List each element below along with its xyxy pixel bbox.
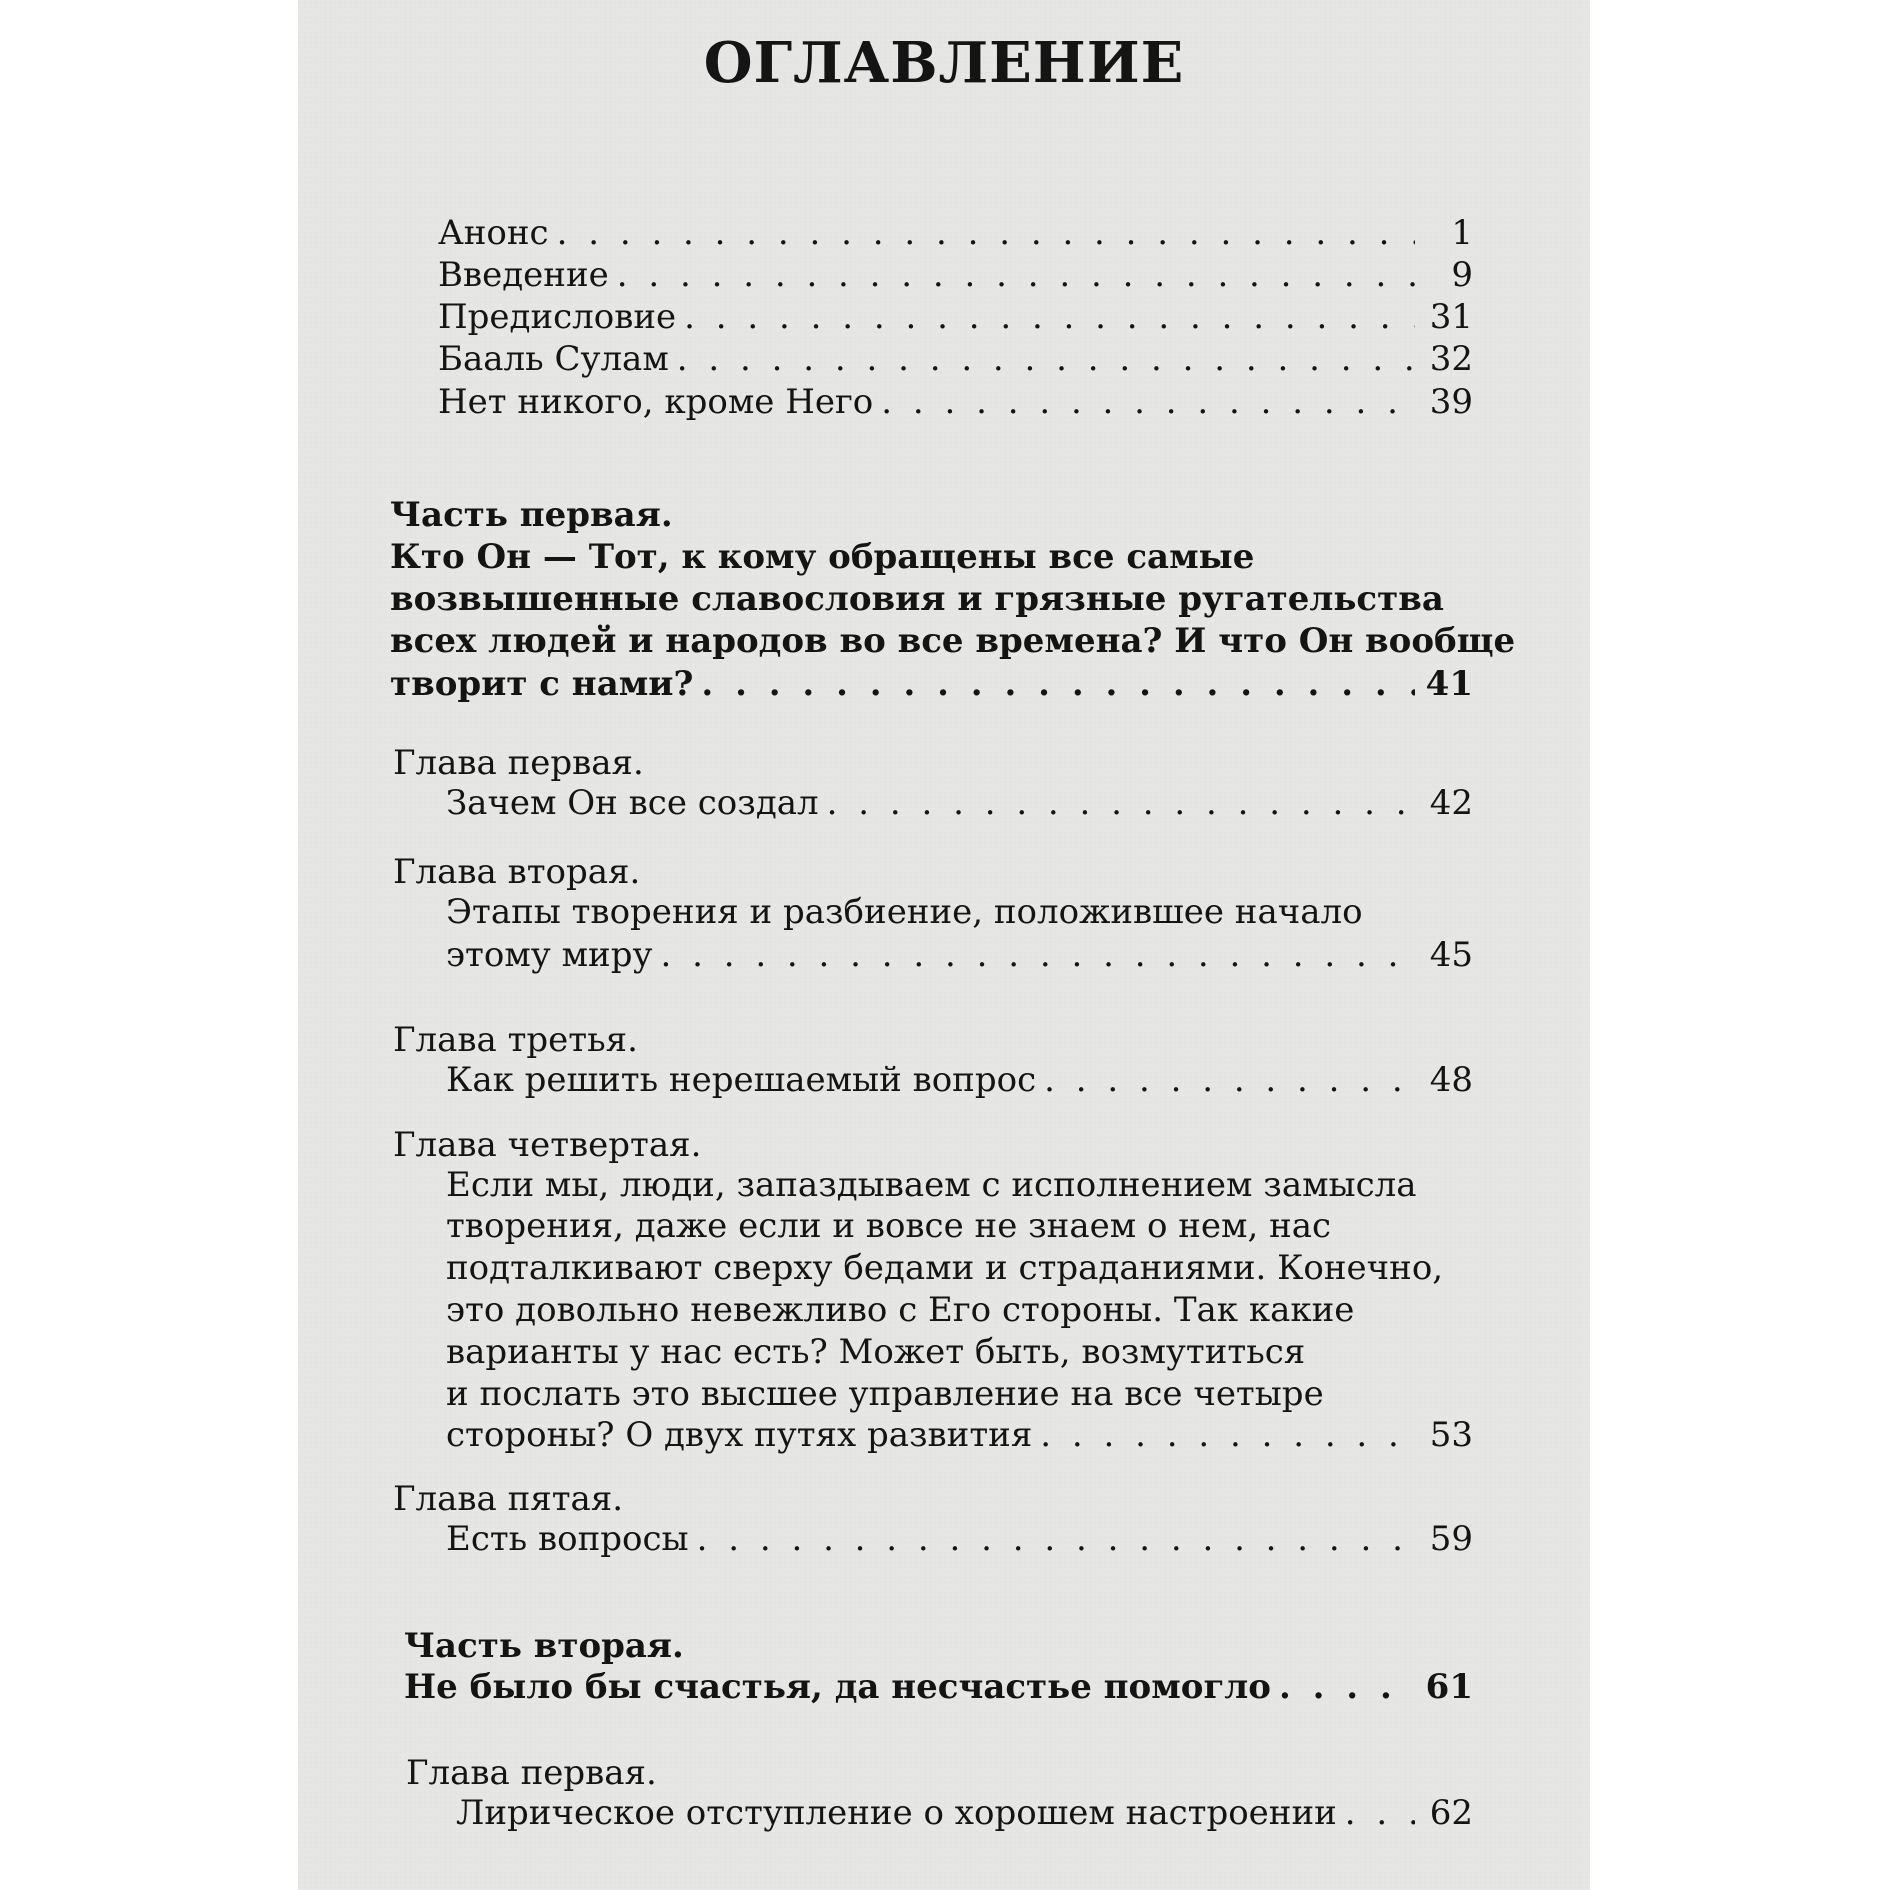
dot-leader <box>1040 1414 1415 1456</box>
chapter-heading <box>393 742 644 784</box>
dot-leader <box>660 934 1415 976</box>
toc-entry <box>438 212 1473 254</box>
chapter-title-line <box>446 782 1473 824</box>
toc-text: Бааль Сулам <box>438 339 669 379</box>
toc-entry <box>438 296 1473 338</box>
chapter-title-line <box>446 1414 1473 1456</box>
page-number: 53 <box>1429 1415 1473 1455</box>
page-number: 1 <box>1451 213 1473 253</box>
toc-text: Этапы творения и разбиение, положившее начало <box>446 892 1363 932</box>
toc-text: Если мы, люди, запаздываем с исполнением замысла <box>446 1165 1417 1205</box>
toc-entry <box>438 338 1473 380</box>
chapter-title-line <box>446 1164 1417 1206</box>
page-number: 45 <box>1429 935 1473 975</box>
chapter-heading <box>406 1752 657 1794</box>
toc-text: Есть вопросы <box>446 1519 689 1559</box>
chapter-title-line <box>446 1373 1324 1415</box>
chapter-heading <box>393 1478 623 1520</box>
toc-entry <box>438 254 1473 296</box>
chapter-title-line <box>446 1289 1354 1331</box>
dot-leader <box>677 338 1415 380</box>
toc-text: всех людей и народов во все времена? И что Он вообще <box>390 621 1516 661</box>
dot-leader <box>557 212 1415 254</box>
toc-text: Зачем Он все создал <box>446 783 819 823</box>
toc-entry <box>438 381 1473 423</box>
toc-text: Лирическое отступление о хорошем настроении <box>456 1793 1337 1833</box>
dot-leader <box>684 296 1415 338</box>
toc-text: Не было бы счастья, да несчастье помогло <box>404 1667 1271 1707</box>
part-title-line <box>390 578 1444 620</box>
dot-leader <box>617 254 1415 296</box>
chapter-title-line <box>456 1792 1473 1834</box>
toc-text: подталкивают сверху бедами и страданиями. Конечно, <box>446 1248 1444 1288</box>
part-title-line <box>390 536 1254 578</box>
chapter-title-line <box>446 1518 1473 1560</box>
part-title-line <box>390 663 1473 705</box>
toc-text: Глава четвертая. <box>393 1125 702 1165</box>
chapter-title-line <box>446 934 1473 976</box>
page-number: 61 <box>1425 1667 1473 1707</box>
toc-text: творения, даже если и вовсе не знаем о нем, нас <box>446 1206 1332 1246</box>
part-title-line <box>390 620 1515 662</box>
chapter-heading <box>393 851 640 893</box>
chapter-title-line <box>446 1059 1473 1101</box>
page-number: 39 <box>1429 382 1473 422</box>
chapter-title-line <box>446 1205 1331 1247</box>
toc-text: Предисловие <box>438 297 677 337</box>
chapter-title-line <box>446 1247 1443 1289</box>
part-heading <box>390 494 673 536</box>
toc-text: варианты у нас есть? Может быть, возмутиться <box>446 1332 1306 1372</box>
toc-text: и послать это высшее управление на все четыре <box>446 1374 1324 1414</box>
toc-text: Часть вторая. <box>404 1626 684 1666</box>
toc-text: стороны? О двух путях развития <box>446 1415 1033 1455</box>
toc-text: возвышенные славословия и грязные ругательства <box>390 579 1444 619</box>
toc-text: Анонс <box>438 213 549 253</box>
dot-leader <box>697 1518 1415 1560</box>
dot-leader <box>1279 1666 1415 1708</box>
page-number: 32 <box>1429 339 1473 379</box>
toc-text: Введение <box>438 255 609 295</box>
dot-leader <box>701 663 1415 705</box>
toc-text: Как решить нерешаемый вопрос <box>446 1060 1037 1100</box>
toc-text: Кто Он — Тот, к кому обращены все самые <box>390 537 1255 577</box>
chapter-heading <box>393 1124 701 1166</box>
page-title: ОГЛАВЛЕНИЕ <box>703 30 1185 96</box>
dot-leader <box>1044 1059 1415 1101</box>
toc-text: Часть первая. <box>390 495 673 535</box>
page-number: 9 <box>1451 255 1473 295</box>
part-title-line <box>404 1666 1473 1708</box>
toc-text: Глава пятая. <box>393 1479 624 1519</box>
page-number: 62 <box>1429 1793 1473 1833</box>
toc-text: это довольно невежливо с Его стороны. Так какие <box>446 1290 1355 1330</box>
page-number: 41 <box>1425 664 1473 704</box>
page-number: 42 <box>1429 783 1473 823</box>
dot-leader <box>827 782 1415 824</box>
toc-text: Глава первая. <box>393 743 644 783</box>
toc-text: Нет никого, кроме Него <box>438 382 874 422</box>
toc-text: Глава вторая. <box>393 852 641 892</box>
dot-leader <box>1345 1792 1415 1834</box>
dot-leader <box>881 381 1415 423</box>
chapter-heading <box>393 1019 638 1061</box>
page-number: 48 <box>1429 1060 1473 1100</box>
part-heading <box>404 1625 684 1667</box>
chapter-title-line <box>446 891 1363 933</box>
page-number: 59 <box>1429 1519 1473 1559</box>
page-number: 31 <box>1429 297 1473 337</box>
table-of-contents <box>298 0 1590 1890</box>
toc-text: этому миру <box>446 935 653 975</box>
chapter-title-line <box>446 1331 1305 1373</box>
toc-text: Глава первая. <box>406 1753 657 1793</box>
toc-text: творит с нами? <box>390 664 694 704</box>
toc-text: Глава третья. <box>393 1020 638 1060</box>
book-page <box>298 0 1590 1890</box>
